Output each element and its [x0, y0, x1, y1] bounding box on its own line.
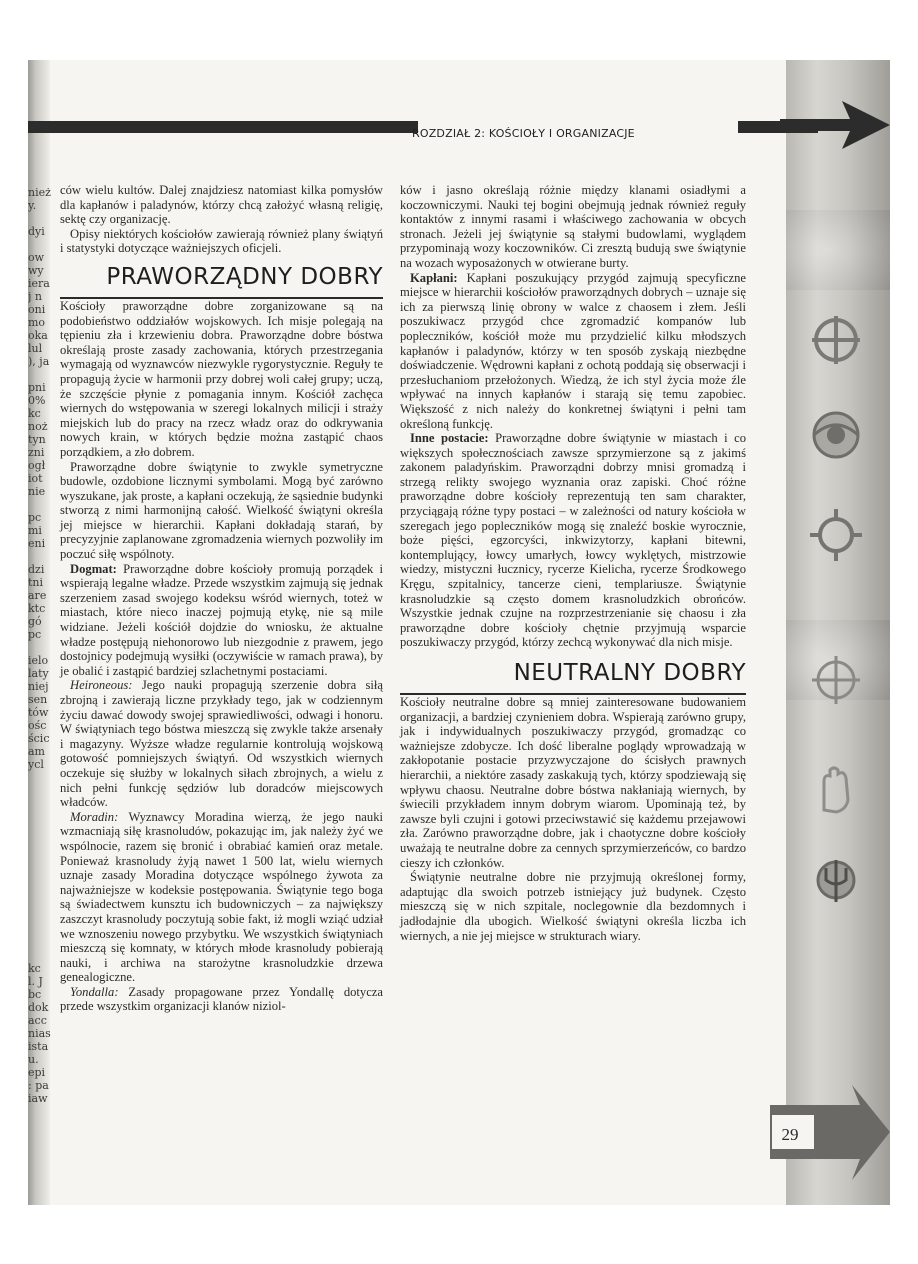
- spill-fragment: nie: [28, 485, 46, 498]
- term-label: Inne postacie:: [410, 431, 489, 446]
- spill-fragment: : pa: [28, 1079, 49, 1092]
- spill-fragment: niej: [28, 680, 49, 693]
- spill-fragment: dzi: [28, 563, 45, 576]
- spill-fragment: oka: [28, 329, 48, 342]
- spill-fragment: tni: [28, 576, 44, 589]
- spill-fragment: ), ja: [28, 355, 50, 368]
- term-label: Kapłani:: [410, 270, 458, 285]
- trident-symbol-icon: [806, 850, 866, 910]
- decorative-stone-border: [786, 60, 890, 1205]
- stone-texture: [786, 210, 890, 290]
- spill-fragment: epi: [28, 1066, 46, 1079]
- spill-fragment: ista: [28, 1040, 49, 1053]
- deity-name: Moradin:: [70, 809, 119, 824]
- cross-symbol-icon: [806, 650, 866, 710]
- spill-fragment: l. J: [28, 975, 43, 988]
- paragraph: ków i jasno określają różnie między klanami osiadłymi a koczowniczymi. Nauki tej bogini obejmują jednak również reguły kontaktów z innymi rasami i właściwego zachowania w obcych stronach. Jeżeli jej świątynie są stałymi budowlami, wyglądem przypominają wozy koczowników. Ci zresztą budują swe świątynie na wozach wyposażonych w otwierane burty.: [400, 183, 746, 270]
- spill-fragment: ośc: [28, 719, 47, 732]
- paragraph: Wyznawcy Moradina wierzą, że jego nauki wzmacniają siłę krasnoludów, pokazując im, jak należy żyć we wspólnocie, razem się bronić i obrabiać kamień oraz metale. Ponieważ krasnoludy żyją nawet 1 500 lat, wielu wiernych uznaje zasady Moradina dotyczące wspólnego żywota za najważniejsze w kodeksie postępowania. Świątynie tego boga są świadectwem kunsztu ich budowniczych – za największy zaszczyt krasnoludy poczytują sobie fakt, iż mogli wziąć udział we wznoszeniu nowego przybytku. We wszystkich świątyniach mieszczą się komnaty, w których młode krasnoludy pobierają nauki, i archiwa na starożytne krasnoludzkie drzewa genealogiczne.: [60, 809, 383, 985]
- spill-fragment: ogł: [28, 459, 46, 472]
- spill-fragment: pc: [28, 628, 42, 641]
- section-heading: PRAWORZĄDNY DOBRY: [106, 263, 383, 290]
- hand-symbol-icon: [806, 760, 866, 820]
- spill-fragment: j n: [28, 290, 42, 303]
- spill-fragment: gó: [28, 615, 42, 628]
- holy-symbol-icon: [806, 310, 866, 370]
- paragraph: ców wielu kultów. Dalej znajdziesz natomiast kilka pomysłów dla kapłanów i paladynów, którzy chcą założyć własną religię, sektę czy organizację.: [60, 183, 383, 227]
- paragraph: Świątynie neutralne dobre nie przyjmują określonej formy, adaptując dla swoich potrzeb istniejący już budynek. Często mieszczą się w nich szpitale, noclegownie dla bezdomnych i jadłodajnie dla ubogich. Wielkość świątyni określa liczba ich wiernych, a nie jej miejsce w strukturach wiary.: [400, 870, 746, 943]
- text-column-right: [400, 183, 746, 943]
- spill-fragment: 0%: [28, 394, 46, 407]
- spill-fragment: ycl: [28, 758, 44, 771]
- spill-fragment: pc: [28, 511, 42, 524]
- spill-fragment: [28, 550, 52, 563]
- spill-fragment: pni: [28, 381, 46, 394]
- spill-fragment: dyi: [28, 225, 45, 238]
- spill-fragment: laty: [28, 667, 49, 680]
- paragraph: Praworządne dobre świątynie w miastach i co większych społecznościach zawsze sprzymierzone są z jakimś zakonem paladyńskim. Praworządni dobrzy mnisi gromadzą i strzegą relikty swojego wyznania oraz zapiski. Choć różne praworządne dobre kościoły reprezentują ten sam charakter, przyciągają różne typy postaci – w zależności od natury kościoła w szeregach jego popleczników mogą się znaleźć boskie wyrocznie, boże pięści, egzorcyści, inkwizytorzy, kapłani bitewni, kontemplujący, łowcy umarłych, łowcy wyklętych, mistrzowie wiedzy, mistyczni łucznicy, rycerze Kielicha, rycerze Środkowego Kręgu, szpitalnicy, tancerze cieni, templariusze. Świątynie krasnoludzkie są często domem krasnoludzkich obrońców. Wszystkie jednak czujne na rozprzestrzenianie się chaosu i zła praworządne dobre kościoły chętnie przyjmują wsparcie poszukiwaczy przygód, którzy zechcą wykonywać dla nich misje.: [400, 431, 746, 650]
- paragraph: Praworządne dobre kościoły promują porządek i wspierają legalne władze. Przede wszystkim zajmują się jednak szerzeniem zasad swojego kodeksu wśród wiernych, toteż w miastach, które nieco inaczej pojmują etykę, nie są mile widziane. Jeżeli kościół dojdzie do wniosku, że aktualne władze postępują niehonorowo lub niezgodnie z prawem, jego dostojnicy podejmują wysiłki (oczywiście w ramach prawa), by je obalić i zastąpić bardziej szlachetnymi postaciami.: [60, 561, 383, 678]
- spill-fragment: wy: [28, 264, 44, 277]
- paragraph: Praworządne dobre świątynie to zwykle symetryczne budowle, ozdobione licznymi symbolami. Mogą być zarówno wyszukane, jak proste, a kapłani oczekują, że sąsiednie budynki stworzą z nimi harmonijną całość. Wielkość świątyni określa jej miejsce w hierarchii. Kapłani dokładają starań, by precyzyjnie zaplanowane zgromadzenia wiernych pozwoliły im poczuć siłę wspólnoty.: [60, 459, 383, 562]
- spill-fragment: sen: [28, 693, 48, 706]
- paragraph: Kapłani poszukujący przygód zajmują specyficzne miejsce w hierarchii kościołów praworządnych dobrych – uznaje się ich za pierwszą linię obrony w walce z chaosem i złem. Jeśli poszukiwacz przygód chce zgromadzić kompanów lub popleczników, kościół może mu przydzielić kilku młodszych kapłanów i paladynów, którzy w ten sposób zyskają niezbędne doświadczenie. Wędrowni kapłani z ochotą poddają się obserwacji i przesłuchaniom przełożonych. Wiedzą, że ich styl życia może źle wpływać na innych kapłanów i starają się temu zapobiec. Większość z nich należy do konkretnej świątyni i pełni tam określoną funkcję.: [400, 270, 746, 431]
- spill-fragment: ow: [28, 251, 45, 264]
- sun-symbol-icon: [806, 505, 866, 565]
- spill-fragment: am: [28, 745, 45, 758]
- deity-name: Heironeous:: [70, 678, 133, 693]
- eye-symbol-icon: [806, 405, 866, 465]
- spill-fragment: iot: [28, 472, 43, 485]
- spill-fragment: tyn: [28, 433, 46, 446]
- spill-fragment: [28, 641, 52, 654]
- spill-fragment: y.: [28, 199, 37, 212]
- spill-fragment: nias: [28, 1027, 51, 1040]
- heading-rule: [400, 693, 746, 695]
- spill-fragment: ktc: [28, 602, 46, 615]
- spill-fragment: dok: [28, 1001, 49, 1014]
- previous-page-spill-lower: [28, 962, 52, 1105]
- spill-fragment: [28, 212, 52, 225]
- spill-fragment: ielo: [28, 654, 49, 667]
- spill-fragment: u.: [28, 1053, 39, 1066]
- page-number: 29: [781, 1125, 799, 1144]
- spill-fragment: iaw: [28, 1092, 48, 1105]
- spill-fragment: [28, 238, 52, 251]
- paragraph: Jego nauki propagują szerzenie dobra siłą zbrojną i zawierają liczne przykłady tego, jak w codziennym życiu dawać dowody swojej sprawiedliwości, odwagi i honoru. W świątyniach tego bóstwa mieszczą się zwykle także arsenały i magazyny. Wyższe władze regularnie kontrolują wojskową gotowość pomniejszych świątyń. Od wszystkich wiernych oczekuje się służby w lokalnych siłach zbrojnych, a wielu z nich pełni funkcję sędziów lub doradców miejscowych władców.: [60, 678, 383, 810]
- spill-fragment: iera: [28, 277, 50, 290]
- term-label: Dogmat:: [70, 561, 117, 576]
- spill-fragment: [28, 498, 52, 511]
- spill-fragment: bc: [28, 988, 42, 1001]
- previous-page-spill: [28, 186, 52, 771]
- spill-fragment: ścic: [28, 732, 50, 745]
- spill-fragment: [28, 368, 52, 381]
- deity-name: Yondalla:: [70, 984, 119, 999]
- spill-fragment: oni: [28, 303, 46, 316]
- section-heading: NEUTRALNY DOBRY: [513, 660, 746, 686]
- paragraph: Opisy niektórych kościołów zawierają również plany świątyń i statystyki dotyczące ważniejszych oficjeli.: [60, 226, 383, 256]
- spill-fragment: mi: [28, 524, 42, 537]
- spill-fragment: lul: [28, 342, 43, 355]
- section-heading-wrap: [400, 660, 746, 695]
- text-column-left: [60, 183, 383, 1014]
- spill-fragment: kc: [28, 962, 41, 975]
- paragraph: Zasady propagowane przez Yondallę dotycza przede wszystkim organizacji klanów niziol-: [60, 984, 383, 1014]
- section-heading-wrap: [60, 263, 383, 299]
- heading-rule: [60, 297, 383, 299]
- chapter-title: ROZDZIAŁ 2: KOŚCIOŁY I ORGANIZACJE: [412, 127, 635, 140]
- paragraph: Kościoły neutralne dobre są mniej zainteresowane budowaniem organizacji, a bardziej czynieniem dobra. Wspierają zarówno grupy, jak i indywidualnych poszukiwaczy przygód, gromadząc co ważniejsze zdobycze. Ich dość liberalne poglądy wprowadzają w zakłopotanie postacie przyzwyczajone do ścisłych prawnych hierarchii, a niektóre zasady zaskakują tych, którzy spodziewają się wpływu chaosu. Neutralne dobre bóstwa nakłaniają wiernych, by świecili przykładem innym dobrym wiarom. Upominają też, by zawsze byli czujni i gotowi przeciwstawić się każdemu przejawowi zła. Zarówno praworządne dobre, jak i chaotyczne dobre kościoły uważają te neutralne dobre za cennych sprzymierzeńców, co bardzo cieszy ich członków.: [400, 695, 746, 870]
- spill-fragment: acc: [28, 1014, 47, 1027]
- spill-fragment: eni: [28, 537, 46, 550]
- spill-fragment: zni: [28, 446, 45, 459]
- spill-fragment: are: [28, 589, 47, 602]
- spill-fragment: nież: [28, 186, 51, 199]
- spill-fragment: mo: [28, 316, 46, 329]
- paragraph: Kościoły praworządne dobre zorganizowane są na podobieństwo oddziałów wojskowych. Ich misje polegają na tępieniu zła i krzewieniu dobra. Praworządne dobre bóstwa określają proste zasady zachowania, których przestrzegania wymagają od wyznawców niezwykle rygorystycznie. Reguły te propagują życie w harmonii przy dobrej woli całej grupy; uczą, że szczęście płynie z pomagania innym. Kościół zachęca wiernych do wstępowania w szeregi lokalnych milicji i straży miejskich lub do pracy na rzecz władz oraz do odkrywania nowych krain, w których będzie można zastąpić chaos porządkiem, a zło dobrem.: [60, 298, 383, 459]
- spill-fragment: kc: [28, 407, 41, 420]
- spill-fragment: noż: [28, 420, 48, 433]
- arrow-head-icon: [780, 95, 890, 155]
- spill-fragment: tów: [28, 706, 49, 719]
